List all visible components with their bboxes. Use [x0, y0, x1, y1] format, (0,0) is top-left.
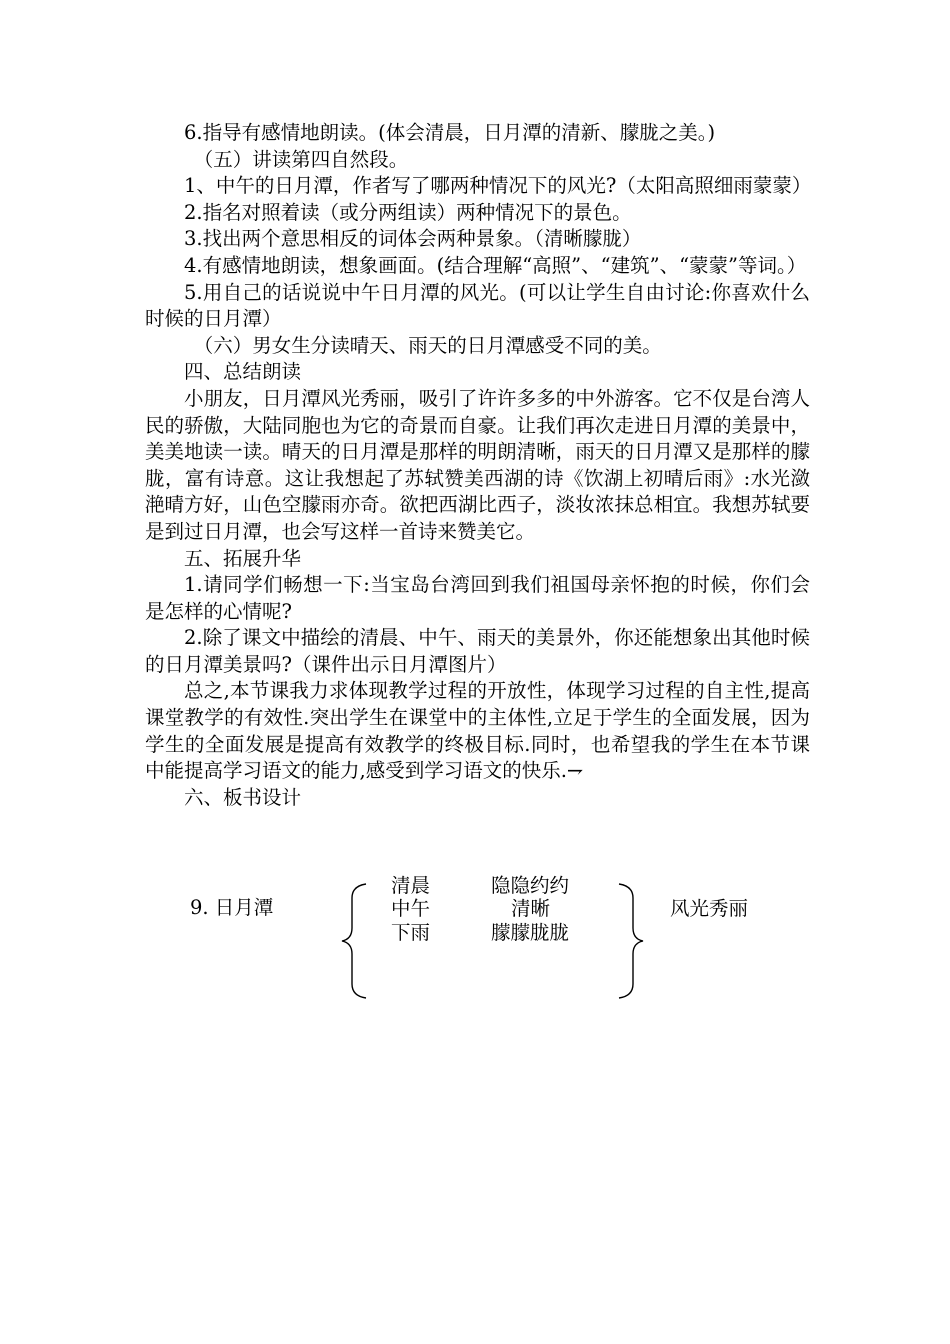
board-summary: 风光秀丽 — [670, 897, 749, 920]
paragraph-opposite-words: 3.找出两个意思相反的词体会两种景象。（清晰朦胧） — [184, 227, 642, 251]
board-design — [145, 868, 810, 1008]
board-title: 9. 日月潭 — [190, 896, 274, 919]
right-brace-icon — [615, 882, 645, 1000]
board-time-morning: 清晨 — [391, 874, 431, 897]
section-heading-summary-reading: 四、总结朗读 — [184, 360, 302, 384]
paragraph-compare-reading: 2.指名对照着读（或分两组读）两种情况下的景色。 — [184, 200, 632, 224]
paragraph-noon-question: 1、中午的日月潭，作者写了哪两种情况下的风光?（太阳高照细雨蒙蒙） — [184, 174, 812, 198]
section-heading-paragraph-four: （五）讲读第四自然段。 — [193, 147, 409, 171]
paragraph-conclusion: 总之,本节课我力求体现教学过程的开放性，体现学习过程的自主性,提高课堂教学的有效性.突出学生在课堂中的主体性,立足于学生的全面发展，因为学生的全面发展是提高有效教学的终极目标.同时，也希望我的学生在本节课中能提高学习语文的能力,感受到学习语文的快乐.⇁ — [145, 679, 810, 783]
section-heading-board-design: 六、板书设计 — [184, 785, 302, 809]
paragraph-imagine-taiwan: 1.请同学们畅想一下:当宝岛台湾回到我们祖国母亲怀抱的时候，你们会是怎样的心情呢? — [145, 573, 810, 623]
board-word-clear: 清晰 — [511, 897, 551, 920]
left-brace-icon — [340, 882, 370, 1000]
board-word-faint: 隐隐约约 — [491, 874, 570, 897]
paragraph-summary-text: 小朋友，日月潭风光秀丽，吸引了许许多多的中外游客。它不仅是台湾人民的骄傲，大陆同胞也为它的奇景而自豪。让我们再次走进日月潭的美景中，美美地读一读。晴天的日月潭是那样的明朗清晰，雨天的日月潭又是那样的朦胧，富有诗意。这让我想起了苏轼赞美西湖的诗《饮湖上初晴后雨》:水光潋滟晴方好，山色空朦雨亦奇。欲把西湖比西子，淡妆浓抹总相宜。我想苏轼要是到过日月潭，也会写这样一首诗来赞美它。 — [145, 386, 810, 543]
paragraph-own-words: 5.用自己的话说说中午日月潭的风光。(可以让学生自由讨论:你喜欢什么时候的日月潭） — [145, 280, 810, 331]
section-heading-gender-reading: （六）男女生分读晴天、雨天的日月潭感受不同的美。 — [193, 333, 662, 357]
section-heading-extension: 五、拓展升华 — [184, 546, 302, 570]
board-time-noon: 中午 — [391, 897, 431, 920]
paragraph-guide-reading: 6.指导有感情地朗读。(体会清晨，日月潭的清新、朦胧之美。) — [184, 121, 716, 144]
board-time-rain: 下雨 — [391, 921, 431, 944]
paragraph-imagine-scenery: 2.除了课文中描绘的清晨、中午、雨天的美景外，你还能想象出其他时候的日月潭美景吗?（课件出示日月潭图片） — [145, 626, 810, 676]
board-word-hazy: 朦朦胧胧 — [491, 921, 570, 944]
paragraph-emotional-reading: 4.有感情地朗读，想象画面。(结合理解“高照”、“建筑”、“蒙蒙”等词。） — [184, 253, 807, 277]
lesson-text — [145, 120, 810, 811]
